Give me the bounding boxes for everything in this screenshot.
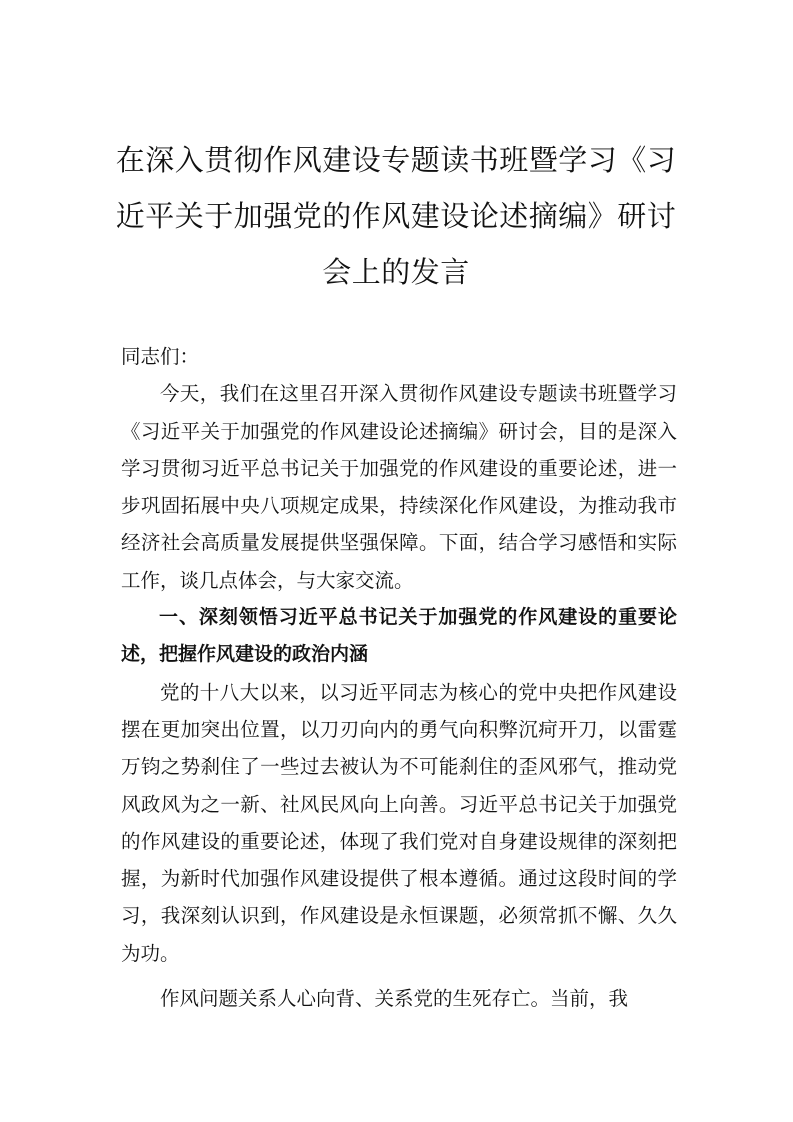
document-body	[121, 338, 677, 1017]
document-title	[114, 132, 678, 300]
intro-paragraph: 今天，我们在这里召开深入贯彻作风建设专题读书班暨学习《习近平关于加强党的作风建设论述摘编》研讨会，目的是深入学习贯彻习近平总书记关于加强党的作风建设的重要论述，进一步巩固拓展中央八项规定成果，持续深化作风建设，为推动我市经济社会高质量发展提供坚强保障。下面，结合学习感悟和实际工作，谈几点体会，与大家交流。	[121, 382, 677, 592]
title-line-2: 近平关于加强党的作风建设论述摘编》研讨	[115, 199, 677, 233]
body-paragraph-2: 作风问题关系人心向背、关系党的生死存亡。当前，我	[160, 987, 629, 1011]
section-heading-1: 一、深刻领悟习近平总书记关于加强党的作风建设的重要论述，把握作风建设的政治内涵	[121, 606, 677, 666]
body-paragraph-1: 党的十八大以来，以习近平同志为核心的党中央把作风建设摆在更加突出位置，以刀刃向内的勇气向积弊沉疴开刀，以雷霆万钧之势刹住了一些过去被认为不可能刹住的歪风邪气，推动党风政风为之一新、社风民风向上向善。习近平总书记关于加强党的作风建设的重要论述，体现了我们党对自身建设规律的深刻把握，为新时代加强作风建设提供了根本遵循。通过这段时间的学习，我深刻认识到，作风建设是永恒课题，必须常抓不懈、久久为功。	[121, 680, 677, 965]
title-line-1: 在深入贯彻作风建设专题读书班暨学习《习	[115, 143, 677, 177]
title-line-3: 会上的发言	[322, 255, 470, 289]
salutation: 同志们：	[121, 345, 200, 368]
